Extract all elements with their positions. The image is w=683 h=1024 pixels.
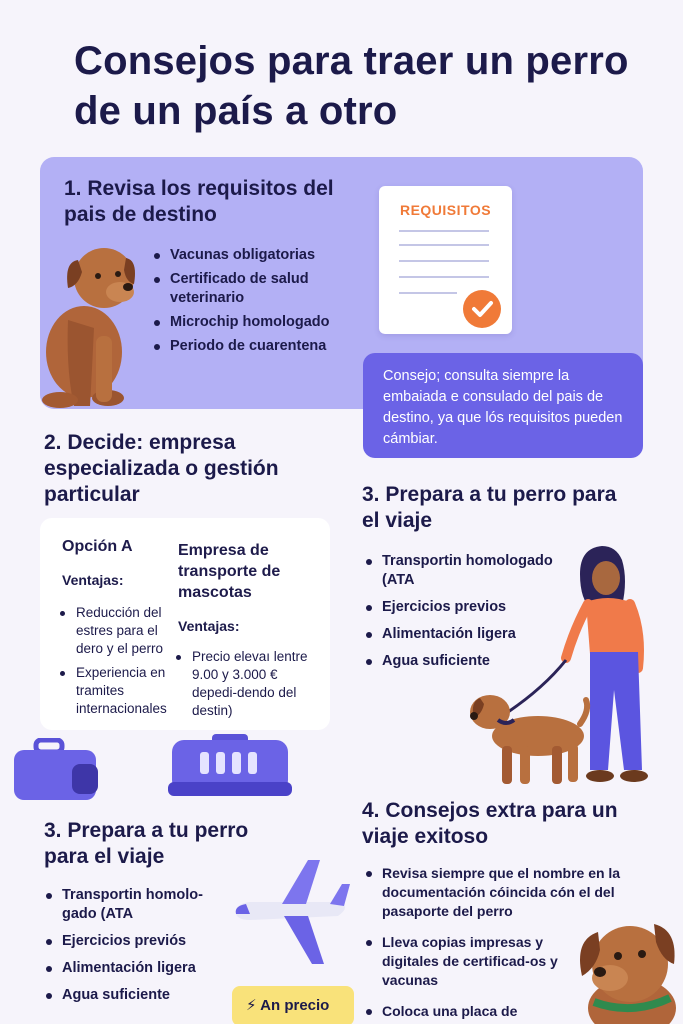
list-item: Agua suficiente — [366, 652, 576, 671]
list-item: Alimentación ligera — [46, 959, 226, 978]
page-title: Consejos para traer un perro de un país a otro — [74, 39, 629, 133]
section3-heading: 3. Prepara a tu perro para el viaje — [362, 483, 617, 532]
document-line — [399, 260, 489, 262]
list-item: Ejercicios previos — [366, 598, 576, 617]
airplane-icon — [226, 858, 356, 968]
price-badge-text: An precio — [260, 997, 330, 1014]
lightning-icon: ⚡ — [246, 997, 257, 1014]
list-item: Experiencia en tramites internacionales — [60, 664, 172, 718]
list-item: Precio elevaı lentre 9.00 y 3.000 € depedi-dendo del destin) — [176, 648, 316, 720]
option-a-list — [60, 604, 172, 718]
list-item: Coloca una placa de — [366, 1002, 631, 1021]
document-line — [399, 292, 457, 294]
requirements-document-icon — [379, 186, 512, 334]
list-item: Lleva copias impresas y digitales de certificad-os y vacunas — [366, 933, 561, 990]
option-a-label: Ventajas: — [62, 572, 124, 588]
document-line — [399, 230, 489, 232]
checkmark-icon — [463, 290, 501, 328]
list-item: Transportin homologado (ATA — [366, 552, 576, 590]
option-b-label: Ventajas: — [178, 618, 240, 634]
pet-carrier-icon — [166, 732, 294, 802]
option-a-title: Opción A — [62, 538, 133, 555]
section4-heading: 4. Consejos extra para un viaje exitoso — [362, 799, 618, 848]
list-item: Revisa siempre que el nombre en la documentación cóincida cón el del pasaporte del perro — [366, 864, 631, 921]
woman-walking-dog-illustration — [462, 540, 672, 790]
section3b-heading: 3. Prepara a tu perro para el viaje — [44, 819, 249, 868]
section1-bullets — [154, 246, 354, 356]
list-item: Agua suficiente — [46, 986, 226, 1005]
sitting-dog-illustration — [38, 240, 148, 410]
dog-head-illustration — [570, 912, 683, 1024]
option-b-title: Empresa de transporte de mascotas — [178, 542, 281, 601]
tip-box: Consejo; consulta siempre la embaiada e consulado del pais de destino, ya que lós requisitos pueden cámbiar. — [363, 353, 643, 458]
section3b-bullets — [46, 886, 226, 1005]
document-line — [399, 244, 489, 246]
option-b-list — [176, 648, 316, 720]
price-badge — [232, 986, 354, 1024]
section2-heading: 2. Decide: empresa especializada o gestión particular — [44, 431, 279, 506]
list-item: Certificado de salud veterinario — [154, 270, 354, 308]
document-title: REQUISITOS — [399, 202, 492, 218]
list-item: Periodo de cuarentena — [154, 337, 354, 356]
list-item: Vacunas obligatorias — [154, 246, 354, 265]
document-line — [399, 276, 489, 278]
list-item: Ejercicios previós — [46, 932, 226, 951]
section1-heading: 1. Revisa los requisitos del pais de destino — [64, 177, 334, 226]
list-item: Transportin homolo-gado (ATA — [46, 886, 226, 924]
list-item: Reducción del estres para el dero y el perro — [60, 604, 172, 658]
list-item: Alimentación ligera — [366, 625, 576, 644]
pet-carrier-icon — [12, 738, 100, 802]
list-item: Microchip homologado — [154, 313, 354, 332]
